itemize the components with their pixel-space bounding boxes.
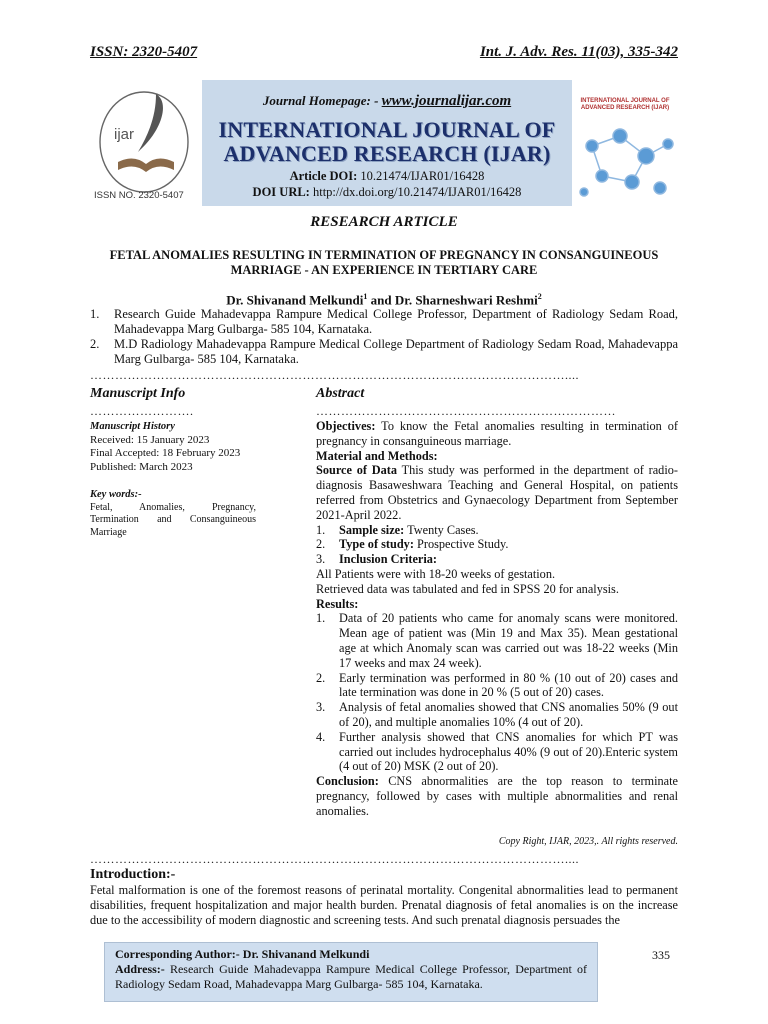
item-number: 2.	[316, 670, 326, 685]
title-line1: FETAL ANOMALIES RESULTING IN TERMINATION OF PREGNANCY IN CONSANGUINEOUS	[109, 248, 659, 262]
results-label: Results:	[316, 596, 359, 611]
quill-book-icon	[90, 80, 202, 206]
issn-header: ISSN: 2320-5407	[90, 44, 198, 60]
result-item	[316, 700, 678, 730]
item-number: 3.	[316, 700, 326, 715]
separator-left: …………………….	[90, 404, 194, 418]
page-number: 335	[652, 948, 670, 962]
method-item	[316, 523, 678, 538]
keywords-text: Fetal, Anomalies, Pregnancy, Termination and Consanguineous Marriage	[90, 501, 256, 538]
source-text: This study was performed in the department of radio-diagnosis Basaweshwara Teaching and General Hospital, on patients referred from Obstetrics and Gynaecology Department from September 2021-April 2022.	[316, 463, 678, 522]
journal-homepage	[202, 93, 572, 110]
method-item	[316, 552, 678, 567]
homepage-link[interactable]: www.journalijar.com	[381, 93, 512, 109]
source-label: Source of Data	[316, 463, 398, 478]
result-item	[316, 611, 678, 670]
authors-and: and	[370, 292, 392, 308]
history-label: Manuscript History	[90, 421, 175, 432]
journal-title-line2: ADVANCED RESEARCH (IJAR)	[223, 141, 551, 166]
affiliation-number: 1.	[90, 307, 100, 321]
affiliation-text: Research Guide Mahadevappa Rampure Medical College Professor, Department of Radiology Sedam Road, Mahadevappa Marg Gulbarga- 585 104, Karnataka.	[114, 307, 678, 336]
item-number: 2.	[316, 537, 326, 552]
logo-issn: ISSN NO. 2320-5407	[94, 190, 184, 201]
item-text: Analysis of fetal anomalies showed that CNS anomalies 50% (9 out of 20), and multiple anomalies 10% (4 out of 20).	[339, 700, 678, 729]
accepted-date: Final Accepted: 18 February 2023	[90, 447, 241, 459]
author-1: Dr. Shivanand Melkundi	[226, 292, 364, 308]
address-text: Research Guide Mahadevappa Rampure Medical College Professor, Department of Radiology Sedam Road, Mahadevappa Marg Gulbarga- 585 104, Karnataka.	[115, 962, 588, 991]
objectives-text: To know the Fetal anomalies resulting in termination of pregnancy in consanguineous marriage.	[316, 419, 678, 448]
journal-logo	[90, 80, 202, 206]
article-type: RESEARCH ARTICLE	[310, 214, 458, 230]
item-text: Twenty Cases.	[407, 522, 479, 537]
abstract-body	[316, 419, 678, 819]
affiliation-2	[90, 337, 678, 367]
conclusion-text: CNS abnormalities are the top reason to terminate pregnancy, followed by cases with multiple abnormalities and renal anomalies.	[316, 774, 678, 818]
keywords-label: Key words:-	[90, 489, 142, 500]
introduction-heading: Introduction:-	[90, 867, 176, 882]
inclusion-text-2: Retrieved data was tabulated and fed in SPSS 20 for analysis.	[316, 581, 619, 596]
method-item	[316, 537, 678, 552]
authors	[90, 292, 678, 308]
keywords	[90, 488, 256, 539]
separator-bottom: ……………………………………………………………………………………………………....	[90, 852, 579, 866]
title-line2: MARRIAGE - AN EXPERIENCE IN TERTIARY CARE	[230, 263, 538, 277]
affiliation-text: M.D Radiology Mahadevappa Rampure Medical College Department of Radiology Sedam Road, Mahadevappa Marg Gulbarga- 585 104, Karnataka.	[114, 337, 678, 366]
author-1-sup: 1	[363, 292, 368, 301]
conclusion-label: Conclusion:	[316, 774, 379, 789]
affiliation-1	[90, 307, 678, 337]
result-item	[316, 730, 678, 774]
address-label: Address:-	[115, 962, 165, 976]
corresponding-author-label: Corresponding Author:- Dr. Shivanand Melkundi	[115, 947, 370, 961]
abstract-heading: Abstract	[316, 386, 365, 401]
article-title	[100, 248, 668, 278]
inclusion-text-1: All Patients were with 18-20 weeks of gestation.	[316, 566, 556, 581]
separator-right: ………………………………………………………………	[316, 404, 616, 418]
molecule-icon	[572, 116, 678, 204]
objectives-label: Objectives:	[316, 419, 376, 433]
doi-label: Article DOI:	[289, 169, 358, 183]
received-date: Received: 15 January 2023	[90, 433, 210, 446]
doi-url-link[interactable]: http://dx.doi.org/10.21474/IJAR01/16428	[312, 185, 522, 199]
logo-text: ijar	[114, 126, 135, 143]
result-item	[316, 671, 678, 701]
separator: ……………………………………………………………………………………………………....	[90, 368, 579, 382]
author-2-sup: 2	[537, 292, 542, 301]
published-date: Published: March 2023	[90, 460, 193, 473]
doi-value: 10.21474/IJAR01/16428	[360, 169, 485, 183]
corresponding-author-box	[104, 942, 598, 1002]
affiliation-number: 2.	[90, 337, 100, 351]
item-number: 3.	[316, 552, 326, 567]
author-2: Dr. Sharneshwari Reshmi	[394, 292, 538, 308]
cover-title: INTERNATIONAL JOURNAL OF ADVANCED RESEARCH (IJAR)	[580, 98, 670, 111]
doi-url-label: DOI URL:	[252, 185, 310, 199]
item-number: 4.	[316, 729, 326, 744]
item-label: Inclusion Criteria:	[339, 552, 438, 567]
item-text: Further analysis showed that CNS anomalies for which PT was carried out includes hydrocephalus 40% (9 out of 20).Enteric system (4 out of 20) MSK (2 out of 20).	[339, 729, 678, 774]
item-text: Prospective Study.	[417, 537, 509, 552]
citation-header: Int. J. Adv. Res. 11(03), 335-342	[479, 44, 678, 60]
journal-title-line1: INTERNATIONAL JOURNAL OF	[218, 117, 556, 142]
journal-cover	[572, 80, 678, 206]
journal-title	[202, 118, 572, 166]
manuscript-history	[90, 420, 256, 474]
homepage-label: Journal Homepage: -	[262, 93, 379, 108]
item-label: Type of study:	[339, 537, 414, 552]
item-text: Data of 20 patients who came for anomaly scans were monitored. Mean age of patient was (Min 19 and Max 35). Mean gestational age at which Anomaly scan was carried out was 18-22 weeks (Min 17 weeks and max 24 week).	[339, 611, 678, 670]
introduction-text: Fetal malformation is one of the foremost reasons of perinatal mortality. Congenital abnormalities lead to permanent disabilities, frequent hospitalization and major health burden. Prenatal diagnosis of fetal anomalies is on the increase due to the accessibility of modern diagnostic and screening tests. And such prenatal diagnosis persuades the	[90, 883, 678, 927]
manuscript-info-heading: Manuscript Info	[90, 386, 186, 401]
item-number: 1.	[316, 522, 326, 537]
copyright: Copy Right, IJAR, 2023,. All rights reserved.	[498, 836, 678, 847]
item-text: Early termination was performed in 80 % (10 out of 20) cases and late termination was done in 20 % (5 out of 20) cases.	[339, 670, 678, 700]
methods-label: Material and Methods:	[316, 448, 438, 463]
item-label: Sample size:	[339, 522, 405, 537]
doi-block	[202, 168, 572, 200]
item-number: 1.	[316, 611, 326, 626]
